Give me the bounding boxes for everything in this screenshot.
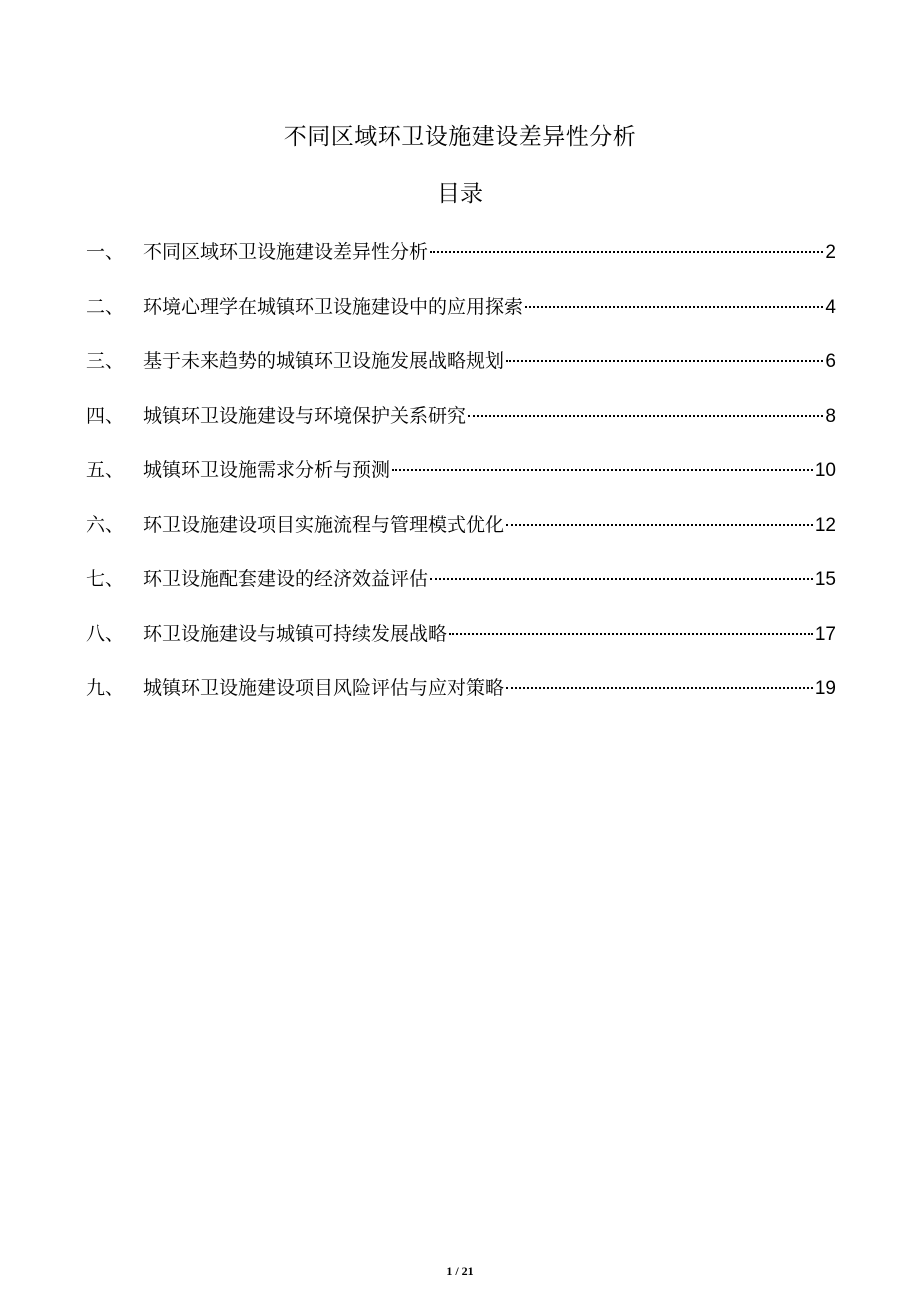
toc-dot-leader (392, 469, 813, 471)
toc-entry[interactable] (86, 398, 836, 453)
toc-entry-page: 8 (825, 405, 836, 427)
toc-dot-leader (506, 360, 823, 362)
toc-entry-title: 城镇环卫设施建设与环境保护关系研究 (143, 404, 467, 427)
toc-entry-title: 环卫设施建设与城镇可持续发展战略 (143, 622, 448, 645)
toc-entry-number: 九、 (86, 677, 125, 699)
toc-entry-title: 环境心理学在城镇环卫设施建设中的应用探索 (143, 295, 524, 318)
toc-entry[interactable] (86, 561, 836, 616)
toc-entry-title: 环卫设施配套建设的经济效益评估 (143, 568, 429, 590)
toc-entry[interactable] (86, 343, 836, 398)
toc-entry-page: 2 (825, 242, 836, 263)
toc-entry-number: 二、 (86, 295, 125, 318)
toc-entry-title: 基于未来趋势的城镇环卫设施发展战略规划 (143, 350, 505, 372)
toc-entry-number: 七、 (86, 568, 125, 590)
toc-dot-leader (506, 524, 813, 526)
toc-entry-number: 五、 (86, 459, 125, 481)
toc-entry-title: 城镇环卫设施建设项目风险评估与应对策略 (143, 677, 505, 699)
toc-entry[interactable] (86, 289, 836, 344)
toc-entry-page: 4 (825, 296, 836, 318)
toc-dot-leader (525, 306, 823, 308)
toc-entry-title: 城镇环卫设施需求分析与预测 (143, 459, 391, 481)
toc-dot-leader (468, 415, 823, 417)
toc-entry-number: 一、 (86, 241, 125, 263)
toc-entry-title: 环卫设施建设项目实施流程与管理模式优化 (143, 513, 505, 536)
toc-entry-page: 12 (814, 514, 836, 536)
toc-entry[interactable] (86, 234, 836, 289)
toc-entry-page: 19 (814, 678, 836, 699)
toc-entry-number: 八、 (86, 622, 125, 645)
toc-entry-number: 六、 (86, 513, 125, 536)
table-of-contents (86, 234, 836, 725)
toc-entry-page: 15 (814, 569, 836, 590)
toc-dot-leader (449, 633, 813, 635)
toc-entry[interactable] (86, 507, 836, 562)
toc-entry-title: 不同区域环卫设施建设差异性分析 (143, 241, 429, 263)
document-title: 不同区域环卫设施建设差异性分析 (283, 124, 637, 150)
toc-entry-page: 6 (825, 351, 836, 372)
toc-entry-number: 四、 (86, 404, 125, 427)
toc-entry-number: 三、 (86, 350, 125, 372)
toc-entry-page: 10 (814, 460, 836, 481)
page-number-footer: 1 / 21 (446, 1264, 474, 1278)
toc-entry[interactable] (86, 452, 836, 507)
toc-dot-leader (430, 578, 813, 580)
toc-entry[interactable] (86, 670, 836, 725)
toc-dot-leader (430, 251, 823, 253)
toc-entry-page: 17 (814, 623, 836, 645)
toc-heading: 目录 (437, 181, 483, 207)
toc-dot-leader (506, 687, 813, 689)
toc-entry[interactable] (86, 616, 836, 671)
